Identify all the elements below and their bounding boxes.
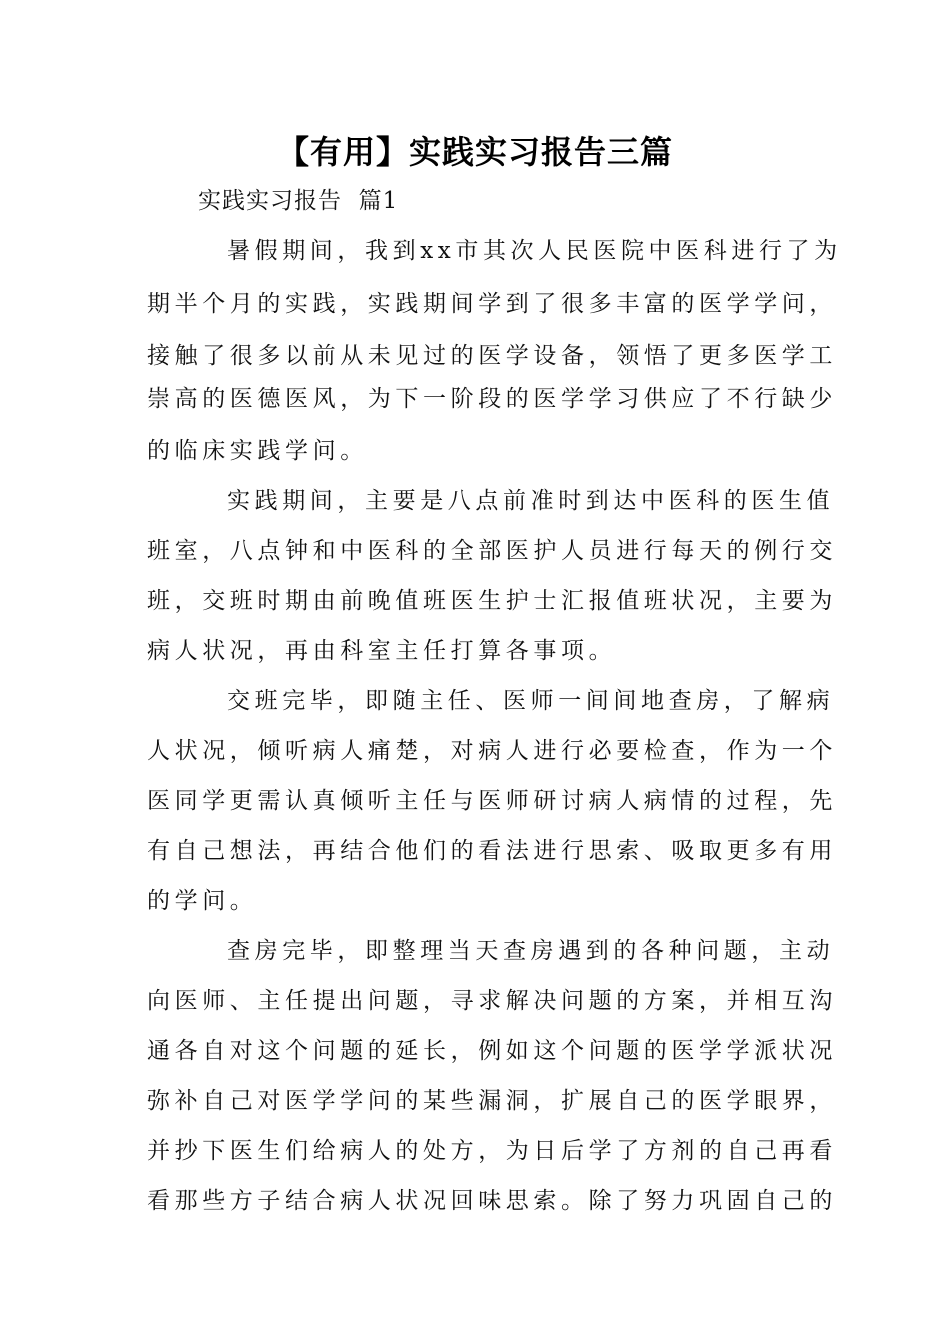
paragraph-2-line-3: 班，交班时期由前晚值班医生护士汇报值班状况，主要为 xyxy=(147,588,837,614)
paragraph-4-line-2: 向医师、主任提出问题，寻求解决问题的方案，并相互沟 xyxy=(147,988,837,1014)
paragraph-3-line-2: 人状况，倾听病人痛楚，对病人进行必要检查，作为一个 xyxy=(147,738,837,764)
paragraph-1-line-4: 崇高的医德医风，为下一阶段的医学学习供应了不行缺少 xyxy=(147,386,837,412)
paragraph-3-line-5: 的学问。 xyxy=(147,888,258,914)
paragraph-4-line-3: 通各自对这个问题的延长，例如这个问题的医学学派状况 xyxy=(147,1038,837,1064)
paragraph-1-line-5: 的临床实践学问。 xyxy=(147,438,368,464)
paragraph-3-line-3: 医同学更需认真倾听主任与医师研讨病人病情的过程，先 xyxy=(147,788,837,814)
document-title: 【有用】实践实习报告三篇 xyxy=(276,133,673,171)
section-heading: 实践实习报告 篇1 xyxy=(198,188,399,214)
paragraph-3-line-1: 交班完毕，即随主任、医师一间间地查房，了解病 xyxy=(227,688,835,714)
paragraph-1-line-1: 暑假期间，我到xx市其次人民医院中医科进行了为 xyxy=(227,238,842,264)
paragraph-2-line-2: 班室，八点钟和中医科的全部医护人员进行每天的例行交 xyxy=(147,538,837,564)
paragraph-4-line-4: 弥补自己对医学学问的某些漏洞，扩展自己的医学眼界， xyxy=(147,1088,837,1114)
paragraph-2-line-1: 实践期间，主要是八点前准时到达中医科的医生值 xyxy=(227,488,835,514)
paragraph-1-line-2: 期半个月的实践，实践期间学到了很多丰富的医学学问， xyxy=(147,291,837,317)
paragraph-1-line-3: 接触了很多以前从未见过的医学设备，领悟了更多医学工 xyxy=(147,343,837,369)
paragraph-4-line-1: 查房完毕，即整理当天查房遇到的各种问题，主动 xyxy=(227,938,835,964)
paragraph-4-line-5: 并抄下医生们给病人的处方，为日后学了方剂的自己再看 xyxy=(147,1138,837,1164)
paragraph-4-line-6: 看那些方子结合病人状况回味思索。除了努力巩固自己的 xyxy=(147,1188,837,1214)
paragraph-3-line-4: 有自己想法，再结合他们的看法进行思索、吸取更多有用 xyxy=(147,838,837,864)
paragraph-2-line-4: 病人状况，再由科室主任打算各事项。 xyxy=(147,638,617,664)
